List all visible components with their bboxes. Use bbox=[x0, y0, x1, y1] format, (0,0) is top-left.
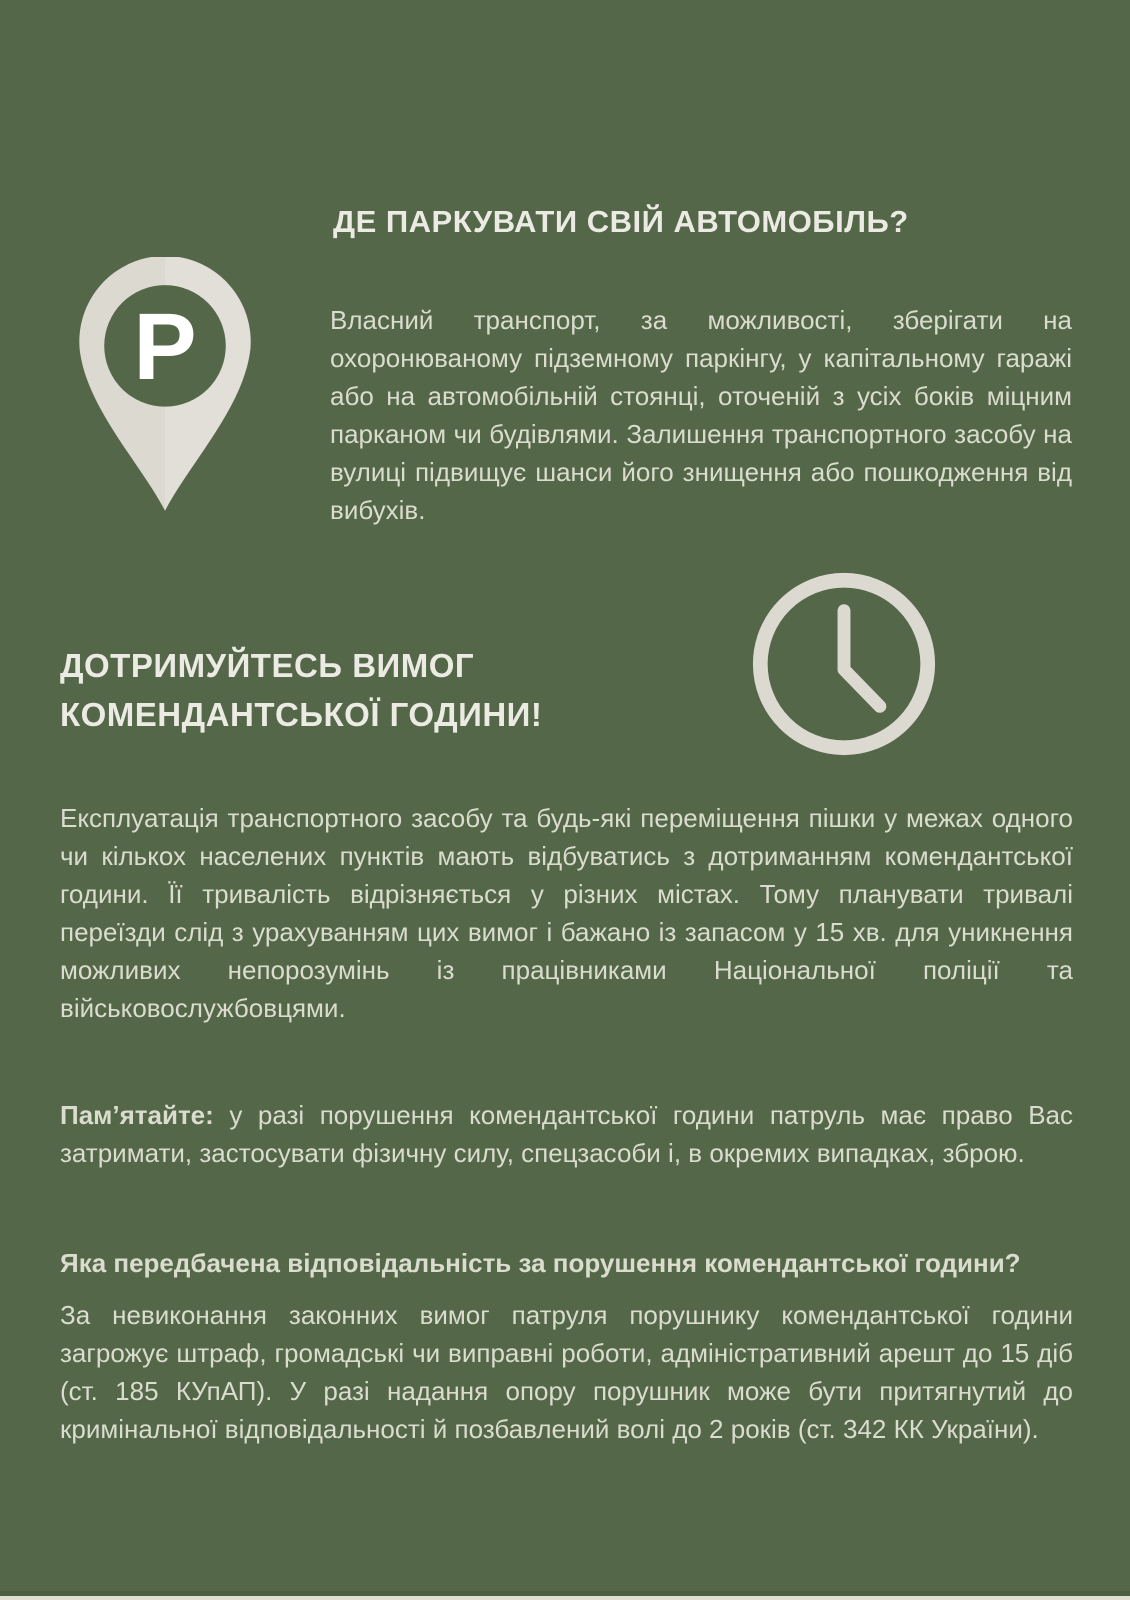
liability-question: Яка передбачена відповідальність за порушення комендантської години? bbox=[60, 1248, 1021, 1278]
remember-paragraph bbox=[60, 1096, 1073, 1172]
liability-block bbox=[60, 1238, 1073, 1448]
parking-letter: P bbox=[133, 293, 197, 400]
bottom-light-strip bbox=[0, 1596, 1130, 1600]
liability-answer: За невиконання законних вимог патруля порушнику комендантської години загрожує штраф, громадські чи виправні роботи, адміністративний арешт до 15 діб (ст. 185 КУпАП). У разі надання опору порушник може бути притягнутий до кримінальної відповідальності й позбавлений волі до 2 років (ст. 342 КК України). bbox=[60, 1300, 1073, 1444]
parking-paragraph: Власний транспорт, за можливості, зберігати на охоронюваному підземному паркінгу, у капітальному гаражі або на автомобільній стоянці, оточеній з усіх боків міцним парканом чи будівлями. Залишення транспортного засобу на вулиці підвищує шанси його знищення або пошкодження від вибухів. bbox=[330, 305, 1072, 525]
parking-section-title: ДЕ ПАРКУВАТИ СВІЙ АВТОМОБІЛЬ? bbox=[333, 204, 909, 239]
remember-text: у разі порушення комендантської години патруль має право Вас затримати, застосувати фізичну силу, спецзасоби і, в окремих випадках, зброю. bbox=[60, 1100, 1073, 1168]
curfew-paragraph: Експлуатація транспортного засобу та будь-які переміщення пішки у межах одного чи кількох населених пунктів мають відбуватись з дотриманням комендантської години. Її тривалість відрізняється у різних містах. Тому планувати тривалі переїзди слід з урахуванням цих вимог і бажано із запасом у 15 хв. для уникнення можливих непорозумінь із працівниками Національної поліції та військовослужбовцями. bbox=[60, 803, 1073, 1023]
clock-icon bbox=[752, 572, 936, 756]
curfew-section-title: ДОТРИМУЙТЕСЬ ВИМОГ КОМЕНДАНТСЬКОЇ ГОДИНИ! bbox=[60, 647, 543, 733]
remember-label: Пам’ятайте: bbox=[60, 1100, 214, 1130]
parking-pin-icon bbox=[62, 257, 268, 511]
